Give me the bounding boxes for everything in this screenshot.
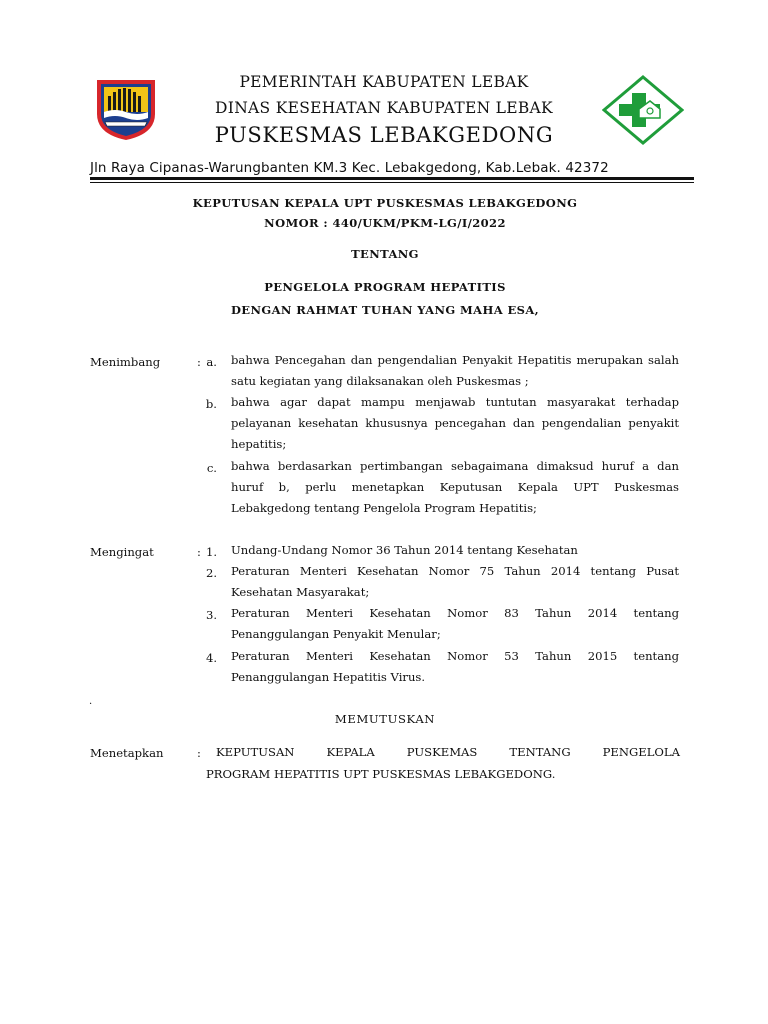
decree-subject: PENGELOLA PROGRAM HEPATITIS	[264, 280, 506, 294]
item-line: satu kegiatan yang dilaksanakan oleh Puskesmas ;	[231, 374, 529, 388]
item-line: Undang-Undang Nomor 36 Tahun 2014 tentang Kesehatan	[231, 543, 578, 557]
list-item-mark: c.	[206, 461, 217, 475]
list-item-mark: 2.	[205, 566, 217, 580]
decree-number: NOMOR : 440/UKM/PKM-LG/I/2022	[264, 216, 506, 230]
mengingat-colon: :	[197, 545, 201, 559]
decree-about: TENTANG	[351, 247, 419, 261]
list-item-mark: 1.	[205, 545, 217, 559]
item-line: hepatitis;	[231, 437, 287, 451]
list-item-mark: b.	[205, 397, 217, 411]
item-line: Penanggulangan Hepatitis Virus.	[231, 670, 426, 684]
stray-dot: .	[89, 696, 93, 707]
menetapkan-colon: :	[197, 746, 201, 760]
item-line: Kesehatan Masyarakat;	[231, 585, 370, 599]
item-line: bahwa agar dapat mampu menjawab tuntutan masyarakat terhadap	[231, 395, 679, 409]
item-line: Peraturan Menteri Kesehatan Nomor 53 Tahun 2015 tentang	[231, 649, 679, 663]
mengingat-item-4	[231, 646, 679, 688]
menetapkan-line-1: KEPUTUSAN KEPALA PUSKEMAS TENTANG PENGELOLA	[216, 745, 680, 759]
list-item-mark: 3.	[205, 608, 217, 622]
menimbang-label: Menimbang	[90, 355, 161, 369]
menetapkan-line-2: PROGRAM HEPATITIS UPT PUSKESMAS LEBAKGEDONG.	[206, 767, 556, 781]
menimbang-colon: :	[197, 355, 201, 369]
header-rule-thick	[90, 177, 694, 180]
item-line: bahwa berdasarkan pertimbangan sebagaimana dimaksud huruf a dan	[231, 459, 679, 473]
item-line: Lebakgedong tentang Pengelola Program Hepatitis;	[231, 501, 537, 515]
item-line: bahwa Pencegahan dan pengendalian Penyakit Hepatitis merupakan salah	[231, 353, 679, 367]
mengingat-item-1	[231, 540, 679, 561]
menimbang-item-a	[231, 350, 679, 392]
decree-title: KEPUTUSAN KEPALA UPT PUSKESMAS LEBAKGEDONG	[192, 196, 578, 210]
menetapkan-line-2-wrap	[206, 763, 680, 785]
mengingat-item-2	[231, 561, 679, 603]
menimbang-item-b	[231, 392, 679, 455]
mengingat-item-3	[231, 603, 679, 645]
header-health-office: DINAS KESEHATAN KABUPATEN LEBAK	[215, 99, 553, 117]
header-rule-thin	[90, 182, 694, 183]
list-item-mark: 4.	[205, 651, 217, 665]
header-address: Jln Raya Cipanas-Warungbanten KM.3 Kec. Lebakgedong, Kab.Lebak. 42372	[90, 160, 609, 176]
list-item-mark: a.	[206, 355, 217, 369]
decree-blessing: DENGAN RAHMAT TUHAN YANG MAHA ESA,	[230, 303, 540, 317]
menimbang-item-c	[231, 456, 679, 519]
item-line: Peraturan Menteri Kesehatan Nomor 75 Tahun 2014 tentang Pusat	[231, 564, 679, 578]
memutuskan-heading: MEMUTUSKAN	[334, 712, 436, 726]
mengingat-label: Mengingat	[90, 545, 154, 559]
header-puskesmas-name: PUSKESMAS LEBAKGEDONG	[214, 123, 554, 147]
header-government: PEMERINTAH KABUPATEN LEBAK	[239, 73, 529, 91]
item-line: huruf b, perlu menetapkan Keputusan Kepala UPT Puskesmas	[231, 480, 679, 494]
item-line: Peraturan Menteri Kesehatan Nomor 83 Tahun 2014 tentang	[231, 606, 679, 620]
menetapkan-line-1-wrap	[216, 741, 680, 763]
item-line: Penanggulangan Penyakit Menular;	[231, 627, 441, 641]
menetapkan-label: Menetapkan	[90, 746, 164, 760]
item-line: pelayanan kesehatan khususnya pencegahan dan pengendalian penyakit	[231, 416, 679, 430]
